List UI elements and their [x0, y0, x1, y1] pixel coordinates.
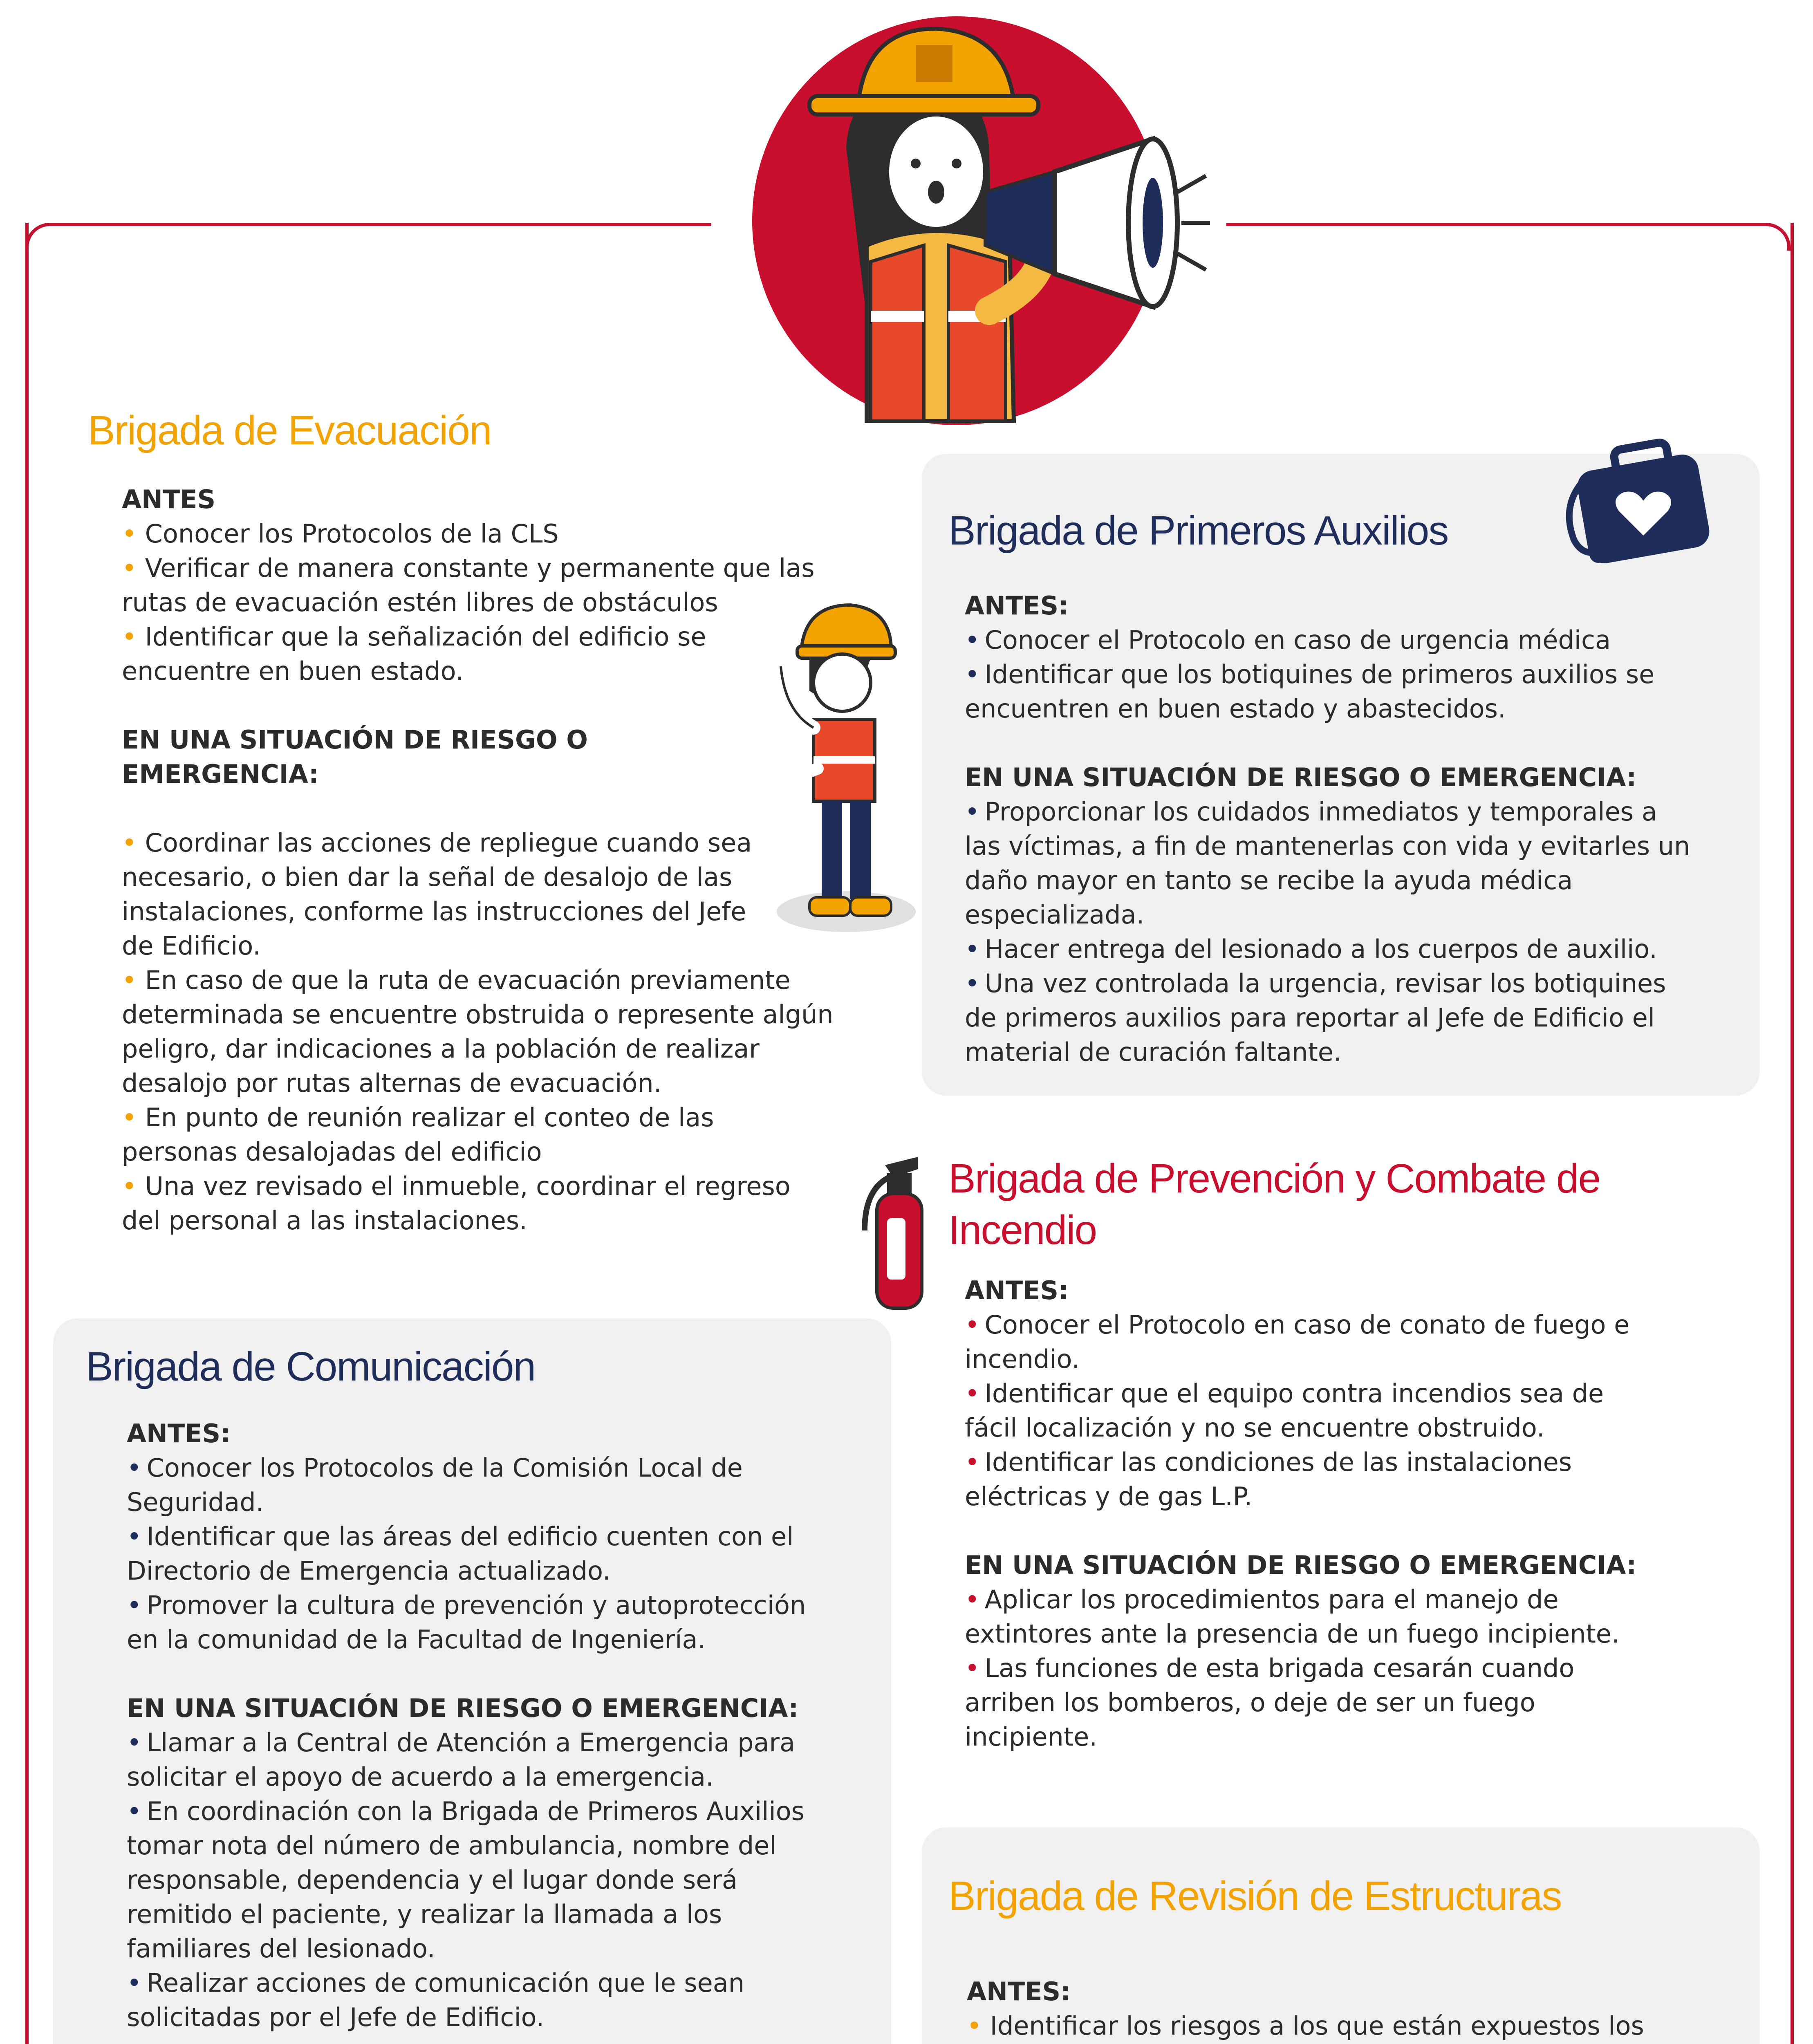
primeros-auxilios-riesgo-heading: EN UNA SITUACIÓN DE RIESGO O EMERGENCIA: — [965, 762, 1637, 792]
primeros-auxilios-riesgo-item: • Una vez controlada la urgencia, revisar los botiquines de primeros auxilios para reportar al Jefe de Edificio el material de curación faltante. — [965, 966, 1701, 1069]
evacuacion-antes-heading: ANTES — [122, 484, 216, 514]
evacuacion-title: Brigada de Evacuación — [88, 408, 491, 453]
primeros-auxilios-antes-heading: ANTES: — [965, 591, 1069, 621]
primeros-auxilios-antes-item: • Identificar que los botiquines de primeros auxilios se encuentren en buen estado y abastecidos. — [965, 657, 1701, 726]
incendio-title: Brigada de Prevención y Combate de Incendio — [948, 1156, 1600, 1253]
evacuacion-riesgo-item: • Una vez revisado el inmueble, coordinar el regreso del personal a las instalaciones. — [122, 1169, 837, 1238]
evacuacion-riesgo-item: • En punto de reunión realizar el conteo de las personas desalojadas del edificio — [122, 1100, 760, 1169]
page-frame-top-left — [25, 223, 711, 251]
incendio-antes-heading: ANTES: — [965, 1275, 1069, 1305]
primeros-auxilios-riesgo-item: • Hacer entrega del lesionado a los cuerpos de auxilio. — [965, 932, 1701, 966]
estructuras-content — [967, 1975, 1703, 2044]
evacuacion-riesgo-item: • Coordinar las acciones de repliegue cuando sea necesario, o bien dar la señal de desalojo de las instalaciones, conforme las instrucciones del Jefe de Edificio. — [122, 826, 760, 963]
fire-extinguisher-icon — [856, 1149, 938, 1312]
evacuacion-antes-item: • Verificar de manera constante y permanente que las rutas de evacuación estén libres de obstáculos — [122, 551, 837, 620]
comunicacion-antes-heading: ANTES: — [127, 1419, 231, 1448]
comunicacion-riesgo-item: • Realizar acciones de comunicación que le sean solicitadas por el Jefe de Edificio. — [127, 1966, 842, 2035]
evacuacion-riesgo-item: • En caso de que la ruta de evacuación previamente determinada se encuentre obstruida o represente algún peligro, dar indicaciones a la población de realizar desalojo por rutas alternas de evacuación. — [122, 963, 837, 1100]
comunicacion-antes-item: • Conocer los Protocolos de la Comisión Local de Seguridad. — [127, 1451, 781, 1520]
comunicacion-antes-item: • Promover la cultura de prevención y autoprotección en la comunidad de la Facultad de Ingeniería. — [127, 1588, 842, 1657]
incendio-riesgo-item: • Aplicar los procedimientos para el manejo de extintores ante la presencia de un fuego incipiente. — [965, 1582, 1660, 1651]
page-frame-top-right — [1226, 223, 1791, 251]
evacuacion-antes-item: • Conocer los Protocolos de la CLS — [122, 517, 837, 551]
primeros-auxilios-title: Brigada de Primeros Auxilios — [948, 508, 1448, 554]
first-aid-kit-icon — [1558, 433, 1721, 572]
evacuacion-antes-item: • Identificar que la señalización del edificio se encuentre en buen estado. — [122, 620, 755, 688]
evacuacion-riesgo-heading: EN UNA SITUACIÓN DE RIESGO O EMERGENCIA: — [122, 725, 588, 789]
estructuras-title: Brigada de Revisión de Estructuras — [948, 1873, 1562, 1919]
megaphone-brigadista-illustration — [744, 0, 1214, 433]
incendio-antes-item: • Conocer el Protocolo en caso de conato de fuego e incendio. — [965, 1308, 1660, 1376]
primeros-auxilios-riesgo-item: • Proporcionar los cuidados inmediatos y temporales a las víctimas, a fin de mantenerlas con vida y evitarles un daño mayor en tanto se recibe la ayuda médica especializada. — [965, 795, 1701, 932]
incendio-content — [965, 1273, 1660, 1754]
comunicacion-riesgo-heading: EN UNA SITUACIÓN DE RIESGO O EMERGENCIA: — [127, 1693, 799, 1723]
comunicacion-riesgo-item: • En coordinación con la Brigada de Primeros Auxilios tomar nota del número de ambulancia, nombre del responsable, dependencia y el lugar donde será remitido el paciente, y realizar la llamada a los familiares del lesionado. — [127, 1794, 842, 1966]
incendio-riesgo-heading: EN UNA SITUACIÓN DE RIESGO O EMERGENCIA: — [965, 1550, 1637, 1580]
comunicacion-riesgo-item: • Llamar a la Central de Atención a Emergencia para solicitar el apoyo de acuerdo a la emergencia. — [127, 1726, 842, 1794]
incendio-antes-item: • Identificar que el equipo contra incendios sea de fácil localización y no se encuentre obstruido. — [965, 1376, 1660, 1445]
estructuras-antes-heading: ANTES: — [967, 1977, 1071, 2006]
incendio-riesgo-item: • Las funciones de esta brigada cesarán cuando arriben los bomberos, o deje de ser un fuego incipiente. — [965, 1651, 1660, 1754]
brigadista-pointing-illustration — [752, 589, 916, 940]
incendio-antes-item: • Identificar las condiciones de las instalaciones eléctricas y de gas L.P. — [965, 1445, 1619, 1514]
comunicacion-antes-item: • Identificar que las áreas del edificio cuenten con el Directorio de Emergencia actualizado. — [127, 1520, 842, 1588]
primeros-auxilios-antes-item: • Conocer el Protocolo en caso de urgencia médica — [965, 623, 1701, 657]
evacuacion-content — [122, 482, 837, 1238]
comunicacion-content — [127, 1416, 842, 2035]
primeros-auxilios-content — [965, 589, 1701, 1069]
estructuras-antes-item: • Identificar los riesgos a los que están expuestos los — [967, 2009, 1703, 2044]
comunicacion-title: Brigada de Comunicación — [86, 1344, 536, 1390]
